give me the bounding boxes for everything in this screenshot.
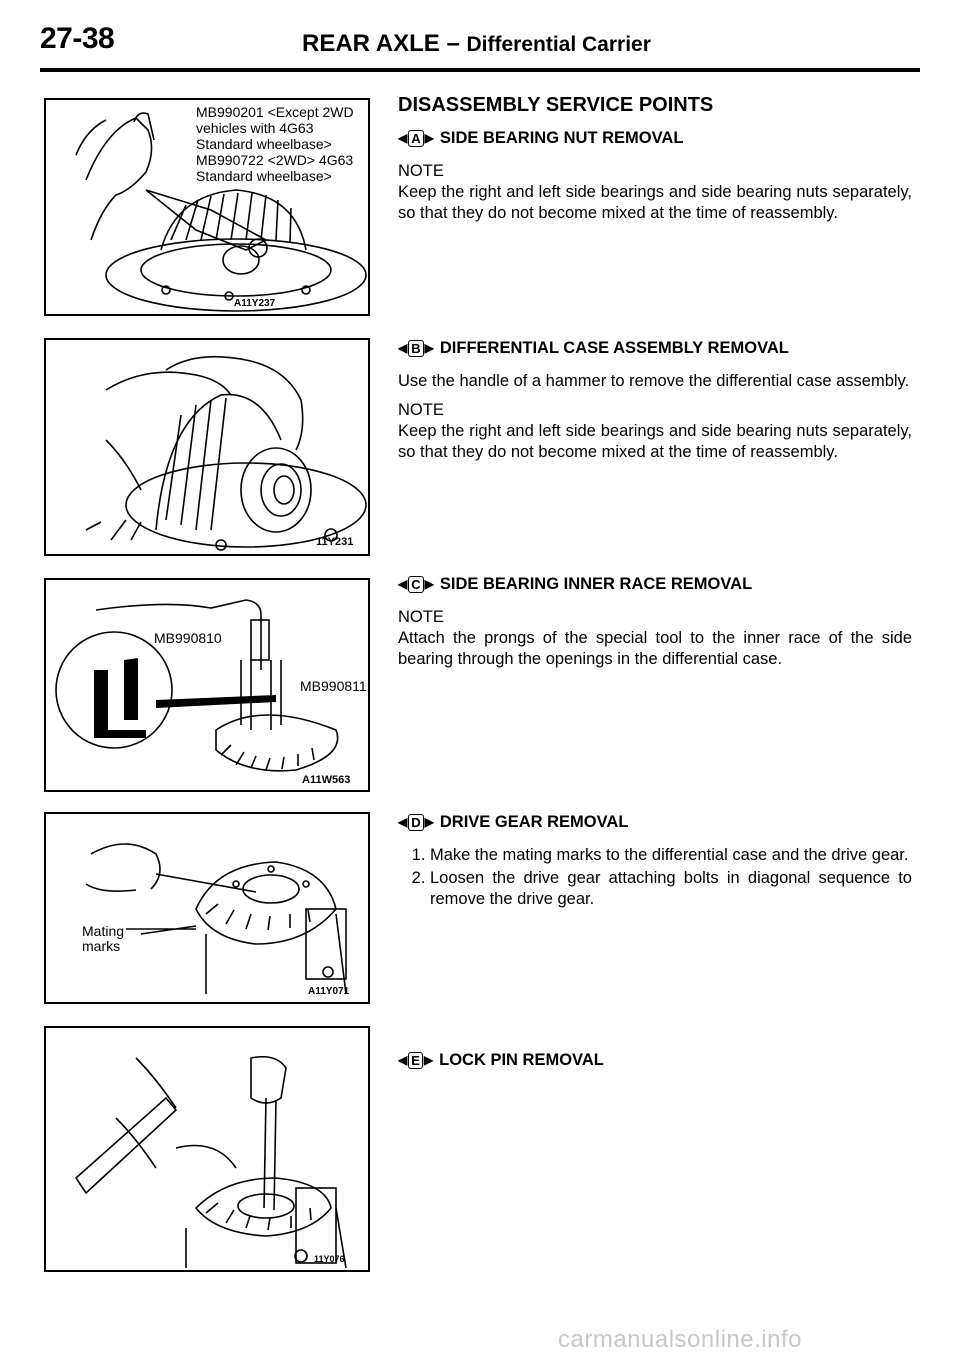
note-text: Keep the right and left side bearings and side bearing nuts separately, so that they do not become mixed at the time of reassembly. <box>398 422 912 461</box>
section-heading <box>398 1050 912 1071</box>
triangle-left-icon: ◀ <box>398 341 408 355</box>
section-heading <box>398 574 912 595</box>
triangle-left-icon: ◀ <box>398 577 408 591</box>
section-title: REAR AXLE <box>302 30 440 57</box>
figure-illustration <box>46 340 368 554</box>
note-label: NOTE <box>398 608 444 626</box>
service-point-marker: ◀ A ▶ <box>398 128 434 149</box>
service-point-marker: ◀ B ▶ <box>398 338 434 359</box>
note-text: Keep the right and left side bearings and side bearing nuts separately, so that they do not become mixed at the time of reassembly. <box>398 183 912 222</box>
section-lock-pin <box>398 1050 912 1083</box>
page-number: 27-38 <box>40 22 115 55</box>
note-label: NOTE <box>398 162 444 180</box>
figure-callout: MB990201 <Except 2WD vehicles with 4G63 Standard wheelbase> MB990722 <2WD> 4G63 Standard wheelbase> <box>196 104 368 184</box>
section-side-bearing-inner-race <box>398 574 912 678</box>
figure-drive-gear <box>44 812 370 1004</box>
triangle-right-icon: ▶ <box>424 131 434 145</box>
callout-line: marks <box>82 938 121 954</box>
figure-illustration <box>46 814 368 1002</box>
section-title: SIDE BEARING INNER RACE REMOVAL <box>439 575 753 593</box>
figure-lock-pin <box>44 1026 370 1272</box>
step-item: 2. Loosen the drive gear attaching bolts in diagonal sequence to remove the drive gear. <box>430 868 912 910</box>
triangle-right-icon: ▶ <box>424 341 434 355</box>
figure-differential-case <box>44 338 370 556</box>
figure-code: A11Y237 <box>234 298 276 309</box>
section-side-bearing-nut <box>398 128 912 232</box>
triangle-right-icon: ▶ <box>424 577 434 591</box>
figure-side-bearing-nut <box>44 98 370 316</box>
step-list <box>398 845 912 910</box>
page-title <box>302 30 651 58</box>
figure-code: 11Y076 <box>314 1254 345 1264</box>
triangle-left-icon: ◀ <box>398 131 408 145</box>
main-heading: DISASSEMBLY SERVICE POINTS <box>398 94 714 116</box>
figure-side-bearing-inner-race <box>44 578 370 792</box>
section-title: DRIVE GEAR REMOVAL <box>439 813 629 831</box>
section-heading <box>398 812 912 833</box>
section-title: LOCK PIN REMOVAL <box>439 1051 604 1069</box>
section-drive-gear <box>398 812 912 912</box>
figure-callout: MB990810 <box>154 630 222 646</box>
section-title: SIDE BEARING NUT REMOVAL <box>439 129 684 147</box>
title-separator: – <box>446 30 460 57</box>
figure-code: 11Y231 <box>316 536 354 548</box>
triangle-right-icon: ▶ <box>424 815 434 829</box>
section-differential-case <box>398 338 912 471</box>
header-rule <box>40 68 920 72</box>
section-heading <box>398 128 912 149</box>
callout-line: Mating <box>82 923 125 939</box>
service-point-marker: ◀ E ▶ <box>398 1050 433 1071</box>
section-heading <box>398 338 912 359</box>
subsection-title: Differential Carrier <box>466 33 651 56</box>
triangle-right-icon: ▶ <box>423 1053 434 1067</box>
note-text: Attach the prongs of the special tool to the inner race of the side bearing through the openings in the differential case. <box>398 629 912 668</box>
section-title: DIFFERENTIAL CASE ASSEMBLY REMOVAL <box>439 339 789 357</box>
figure-code: A11W563 <box>302 774 351 786</box>
body-text: Use the handle of a hammer to remove the differential case assembly. <box>398 372 910 390</box>
note-label: NOTE <box>398 401 444 419</box>
service-point-marker: ◀ C ▶ <box>398 574 434 595</box>
figure-callout <box>82 924 124 954</box>
figure-illustration <box>46 1028 368 1270</box>
watermark: carmanualsonline.info <box>558 1326 802 1353</box>
triangle-left-icon: ◀ <box>398 1053 408 1067</box>
triangle-left-icon: ◀ <box>398 815 408 829</box>
figure-callout: MB990811 <box>300 678 367 694</box>
figure-code: A11Y071 <box>308 986 350 997</box>
step-item: 1. Make the mating marks to the differential case and the drive gear. <box>430 845 912 866</box>
service-point-marker: ◀ D ▶ <box>398 812 434 833</box>
page-header <box>40 20 920 72</box>
